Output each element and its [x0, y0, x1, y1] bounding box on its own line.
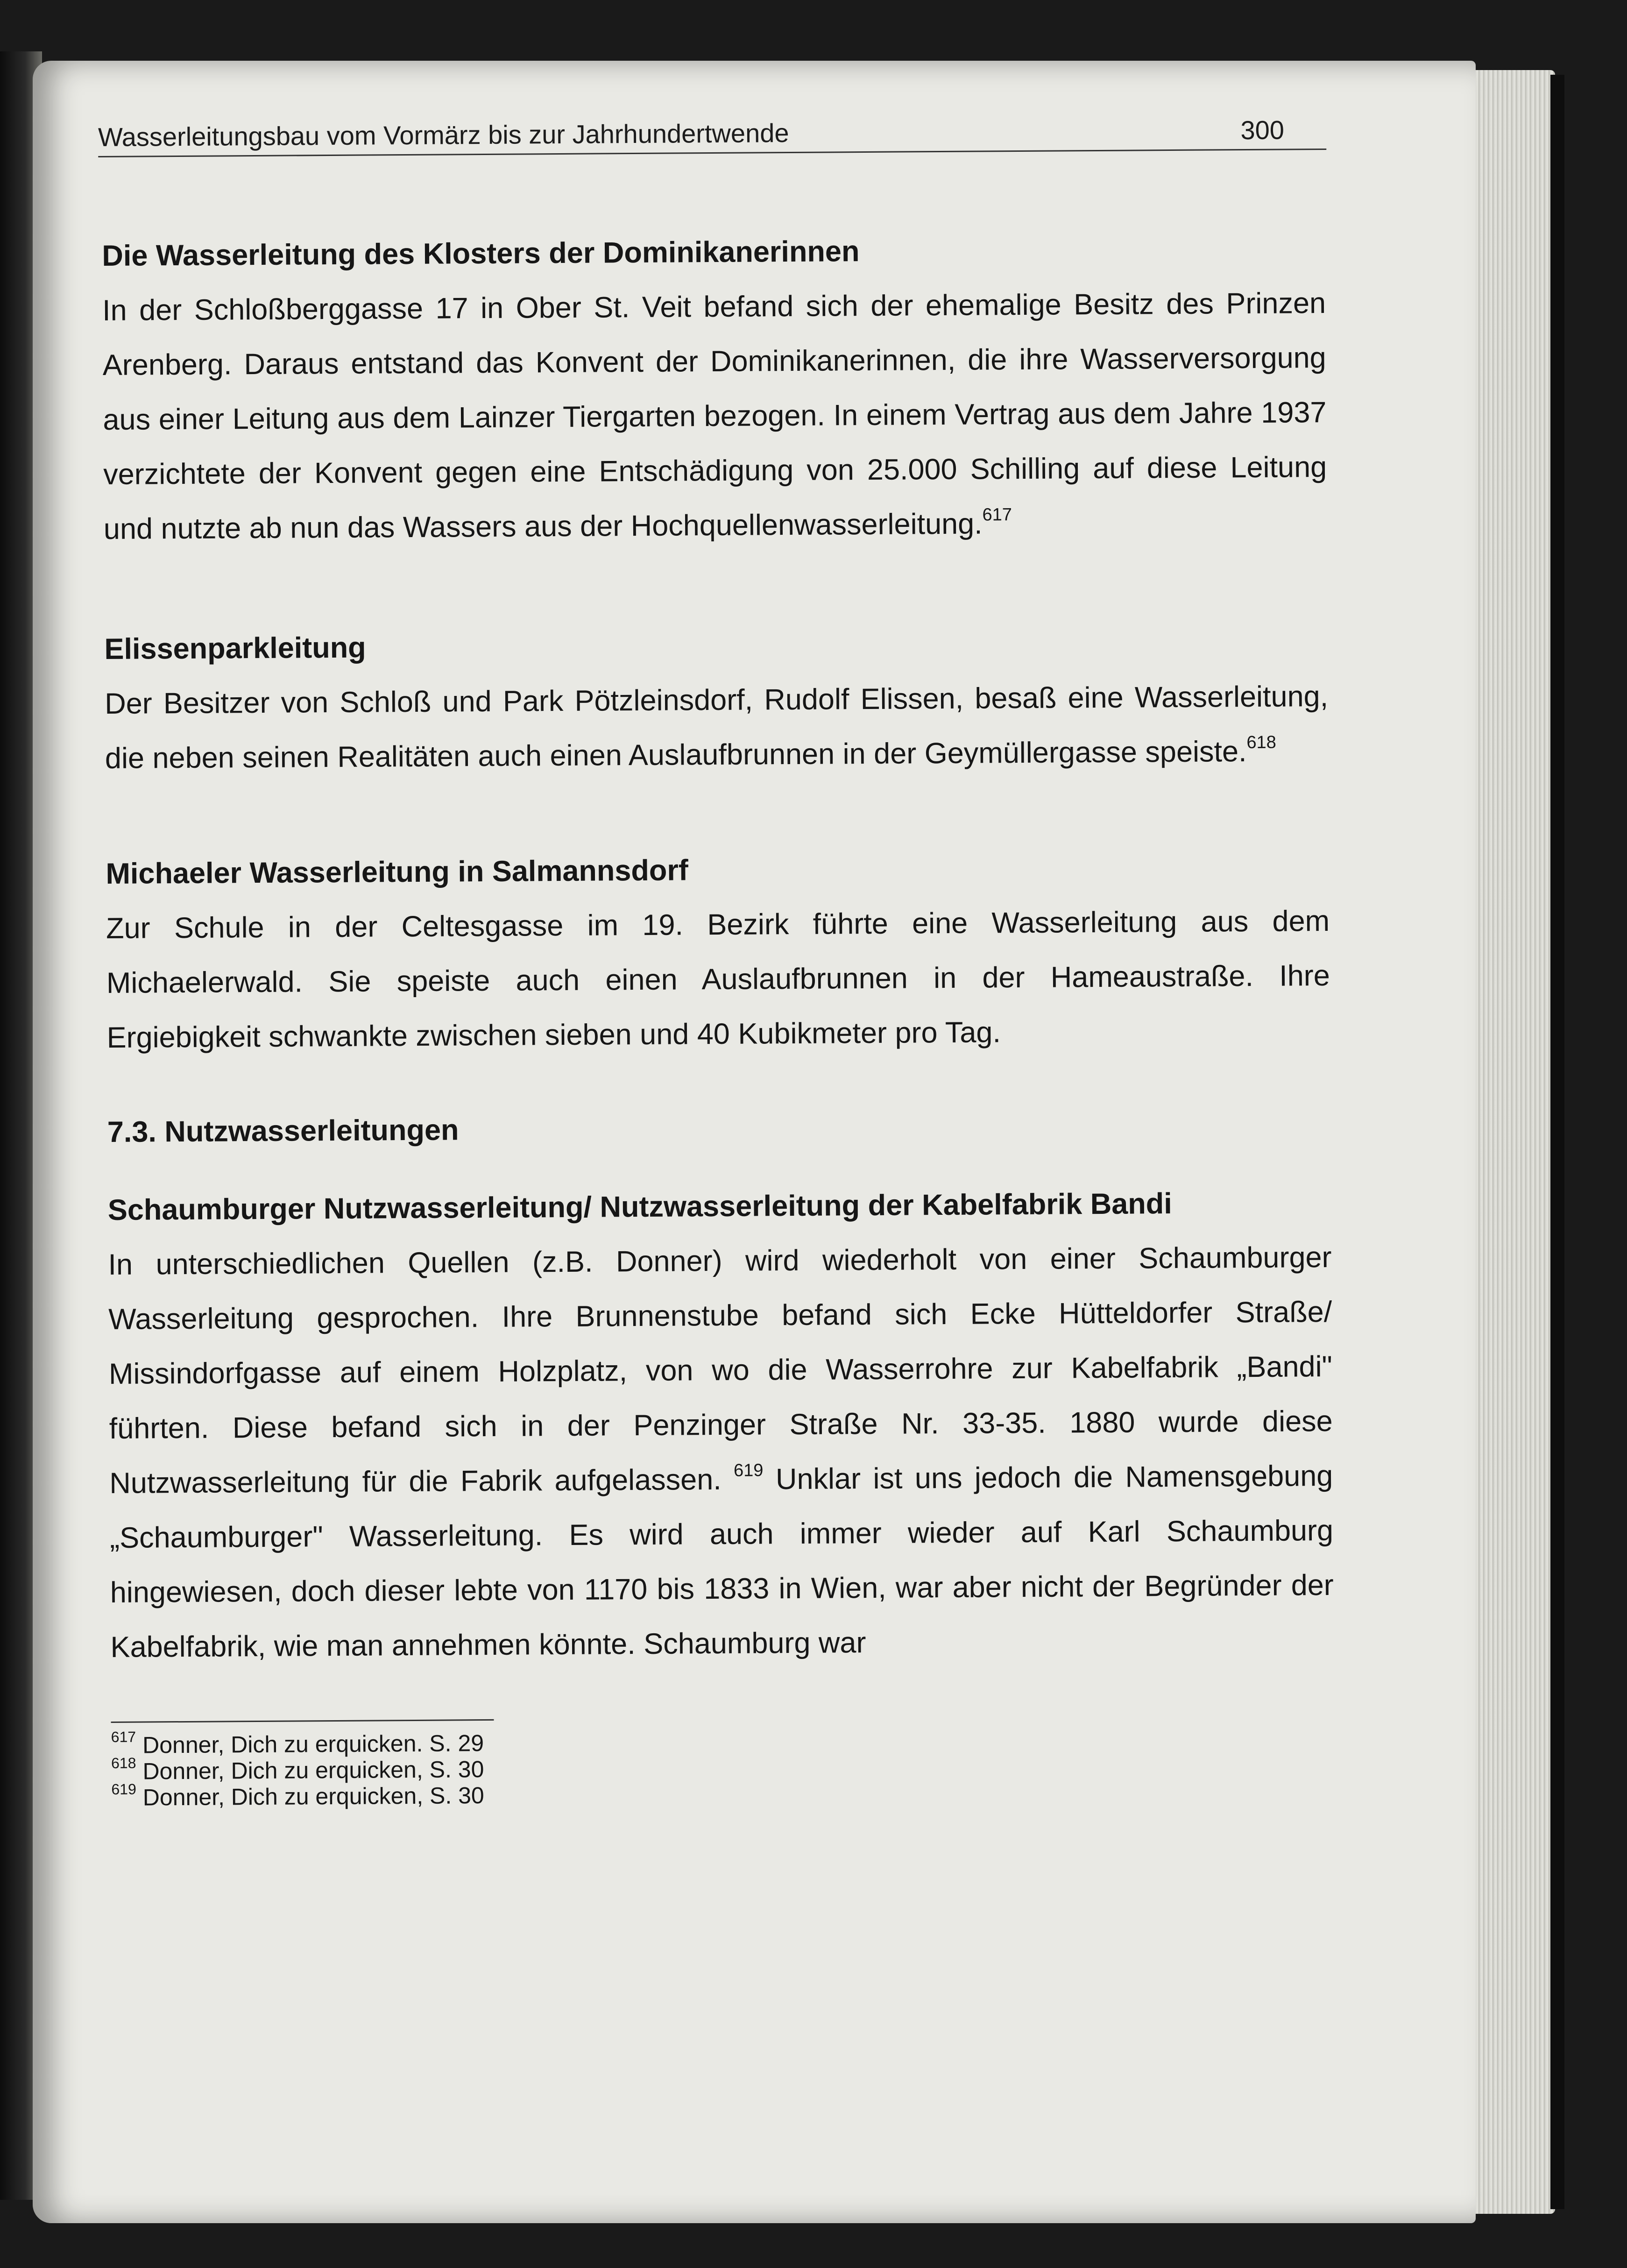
running-head-title: Wasserleitungsbau vom Vormärz bis zur Jahrhundertwende — [98, 118, 789, 152]
page-content — [102, 221, 1335, 1811]
section-paragraph-dominikanerinnen — [102, 276, 1328, 557]
section-paragraph-schaumburger — [108, 1230, 1334, 1675]
book-cover-edge — [1550, 75, 1564, 2209]
section-heading-michaeler: Michaeler Wasserleitung in Salmannsdorf — [106, 854, 689, 890]
footnote-number: 617 — [111, 1728, 136, 1746]
footnote-ref-618: 618 — [1246, 732, 1276, 753]
footnote-ref-619: 619 — [733, 1460, 764, 1481]
paragraph-text: In der Schloßberggasse 17 in Ober St. Veit befand sich der ehemalige Besitz des Prinzen Arenberg. Daraus entstand das Konvent der Dominikanerinnen, die ihre Wasserversorgung aus einer Leitung aus dem Lainzer Tiergarten bezogen. In einem Vertrag aus dem Jahre 1937 verzichtete der Konvent gegen eine Entschädigung von 25.000 Schilling auf diese Leitung und nutzte ab nun das Wassers aus der Hochquellenwasserleitung. — [102, 286, 1327, 546]
chapter-heading-nutzwasserleitungen: 7.3. Nutzwasserleitungen — [107, 1113, 459, 1148]
footnote-text: Donner, Dich zu erquicken, S. 30 — [142, 1782, 484, 1811]
footnote-text: Donner, Dich zu erquicken, S. 30 — [142, 1756, 484, 1785]
section-paragraph-elissenpark — [105, 669, 1329, 786]
paragraph-text: In unterschiedlichen Quellen (z.B. Donner) wird wiederholt von einer Schaumburger Wasserleitung gesprochen. Ihre Brunnenstube befand sich Ecke Hütteldorfer Straße/ Missindorfgasse auf einem Holzplatz, von wo die Wasserrohre zur Kabelfabrik „Bandi" führten. Diese befand sich in der Penzinger Straße Nr. 33-35. 1880 wurde diese Nutzwasserleitung für die Fabrik aufgelassen. — [108, 1240, 1333, 1500]
paragraph-text: Der Besitzer von Schloß und Park Pötzleinsdorf, Rudolf Elissen, besaß eine Wasserleitung, die neben seinen Realitäten auch einen Auslaufbrunnen in der Geymüllergasse speiste. — [104, 680, 1329, 775]
section-heading-elissenpark: Elissenparkleitung — [104, 631, 366, 666]
running-head — [98, 111, 1326, 157]
footnotes — [111, 1725, 1335, 1811]
section-paragraph-michaeler: Zur Schule in der Celtesgasse im 19. Bezirk führte eine Wasserleitung aus dem Michaelerwald. Sie speiste auch einen Auslaufbrunnen in der Hameaustraße. Ihre Ergiebigkeit schwankte zwischen sieben und 40 Kubikmeter pro Tag. — [106, 904, 1330, 1054]
paragraph-text-continued: Unklar ist uns jedoch die Namensgebung „Schaumburger" Wasserleitung. Es wird auch immer wieder auf Karl Schaumburg hingewiesen, doch dieser lebte von 1170 bis 1833 in Wien, war aber nicht der Begründer der Kabelfabrik, wie man annehmen könnte. Schaumburg war — [109, 1459, 1334, 1664]
footnote-text: Donner, Dich zu erquicken. S. 29 — [142, 1730, 484, 1758]
page-number: 300 — [1240, 115, 1285, 145]
footnote-number: 619 — [111, 1780, 136, 1798]
section-heading-dominikanerinnen: Die Wasserleitung des Klosters der Dominikanerinnen — [102, 235, 860, 272]
section-heading-schaumburger: Schaumburger Nutzwasserleitung/ Nutzwasserleitung der Kabelfabrik Bandi — [107, 1187, 1172, 1226]
footnote-number: 618 — [111, 1754, 136, 1772]
footnote-divider — [111, 1719, 494, 1723]
footnote-ref-617: 617 — [982, 505, 1012, 525]
